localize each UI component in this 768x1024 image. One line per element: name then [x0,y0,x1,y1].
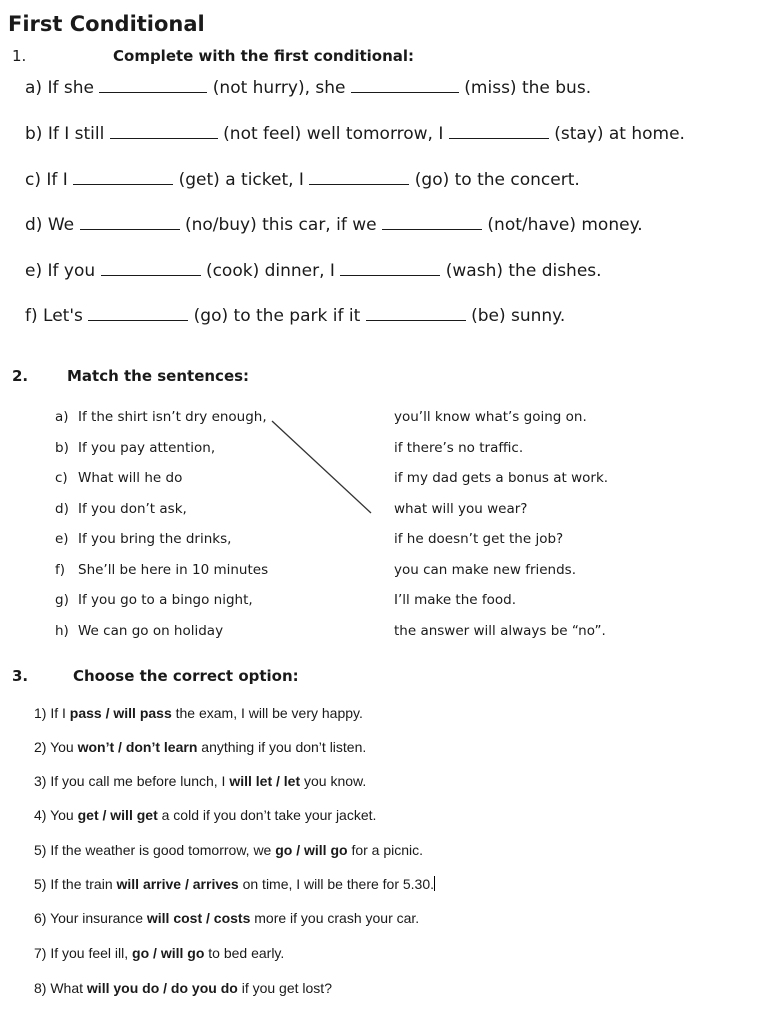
match-left-item: e) If you bring the drinks, [55,531,232,547]
connector-line-a-to-d [272,421,371,513]
match-left-item: a) If the shirt isn’t dry enough, [55,409,267,425]
match-right-item: if he doesn’t get the job? [394,531,564,547]
choice-item: 4) You get / will get a cold if you don’t take your jacket. [34,807,377,823]
choice-item: 2) You won’t / don’t learn anything if you don’t listen. [34,739,367,755]
exercise-1-item: c) If I (get) a ticket, I (go) to the concert. [25,170,580,190]
choice-item: 3) If you call me before lunch, I will let / let you know. [34,773,367,789]
choice-item: 7) If you feel ill, go / will go to bed early. [34,945,285,961]
match-left-item: c) What will he do [55,470,183,486]
section-3-heading: Choose the correct option: [73,667,299,685]
exercise-1-item: b) If I still (not feel) well tomorrow, I (stay) at home. [25,124,685,144]
section-1-number: 1. [12,47,27,65]
section-3-number: 3. [12,667,29,685]
option-choice[interactable]: will arrive / arrives [116,876,239,892]
match-left-item: g) If you go to a bingo night, [55,592,253,608]
page-title: First Conditional [8,12,205,36]
match-left-item: b) If you pay attention, [55,440,216,456]
section-2-heading: Match the sentences: [67,367,250,385]
exercise-1-item: a) If she (not hurry), she (miss) the bus. [25,78,592,98]
text-cursor [434,876,435,891]
option-choice[interactable]: won’t / don’t learn [77,739,198,755]
choice-item: 5) If the weather is good tomorrow, we go / will go for a picnic. [34,842,424,858]
option-choice[interactable]: will you do / do you do [86,980,238,996]
match-left-item: h) We can go on holiday [55,623,224,639]
option-choice[interactable]: pass / will pass [69,705,172,721]
match-right-item: the answer will always be “no”. [394,623,606,639]
match-right-item: if my dad gets a bonus at work. [394,470,609,486]
choice-item: 8) What will you do / do you do if you get lost? [34,980,332,996]
choice-item: 1) If I pass / will pass the exam, I will be very happy. [34,705,363,721]
match-right-item: if there’s no traffic. [394,440,524,456]
exercise-1-item: d) We (no/buy) this car, if we (not/have) money. [25,215,643,235]
option-choice[interactable]: go / will go [132,945,205,961]
match-left-item: d) If you don’t ask, [55,501,187,517]
match-right-item: what will you wear? [394,501,528,517]
choice-item: 5) If the train will arrive / arrives on time, I will be there for 5.30. [34,876,435,892]
match-right-item: I’ll make the food. [394,592,517,608]
match-left-item: f) She’ll be here in 10 minutes [55,562,269,578]
option-choice[interactable]: will cost / costs [146,910,251,926]
section-2-number: 2. [12,367,29,385]
choice-item: 6) Your insurance will cost / costs more if you crash your car. [34,910,420,926]
exercise-1-item: f) Let's (go) to the park if it (be) sunny. [25,306,566,326]
exercise-1-item: e) If you (cook) dinner, I (wash) the dishes. [25,261,602,281]
option-choice[interactable]: will let / let [229,773,301,789]
section-1-heading: Complete with the first conditional: [113,47,415,65]
match-right-item: you’ll know what’s going on. [394,409,587,425]
option-choice[interactable]: get / will get [77,807,158,823]
option-choice[interactable]: go / will go [275,842,348,858]
match-right-item: you can make new friends. [394,562,576,578]
